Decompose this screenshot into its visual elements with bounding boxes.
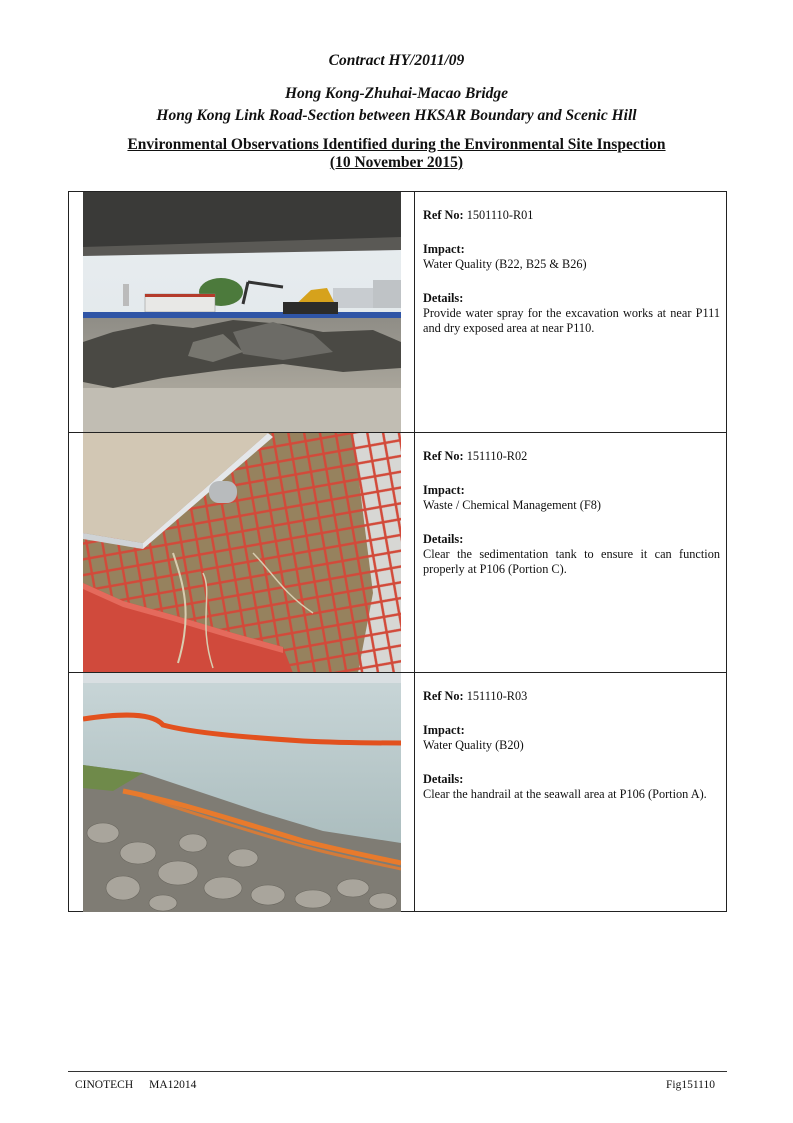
ref-label: Ref No: bbox=[423, 689, 464, 703]
footer-company: CINOTECH bbox=[75, 1079, 134, 1091]
impact-label: Impact: bbox=[423, 483, 465, 497]
impact-label: Impact: bbox=[423, 723, 465, 737]
sedimentation-tank-photo bbox=[83, 433, 401, 673]
details-label: Details: bbox=[423, 291, 464, 305]
footer-figure-number: Fig151110 bbox=[666, 1079, 715, 1091]
details-label: Details: bbox=[423, 532, 464, 546]
ref-number: 1501110-R01 bbox=[466, 208, 534, 222]
project-title-line1: Hong Kong-Zhuhai-Macao Bridge bbox=[284, 85, 509, 102]
impact-text: Waste / Chemical Management (F8) bbox=[423, 498, 601, 512]
footer-doc-code: MA12014 bbox=[149, 1079, 197, 1091]
observation-info bbox=[423, 449, 720, 577]
details-text: Clear the sedimentation tank to ensure it can function properly at P106 (Portion C). bbox=[423, 547, 720, 576]
impact-text: Water Quality (B20) bbox=[423, 738, 524, 752]
observation-info bbox=[423, 689, 720, 802]
ref-label: Ref No: bbox=[423, 449, 464, 463]
project-title-line2: Hong Kong Link Road-Section between HKSAR Boundary and Scenic Hill bbox=[156, 107, 637, 124]
details-text: Provide water spray for the excavation works at near P111 and dry exposed area at near P110. bbox=[423, 306, 720, 335]
observation-row bbox=[69, 192, 726, 432]
observation-info bbox=[423, 208, 720, 336]
footer-left bbox=[75, 1079, 196, 1091]
impact-text: Water Quality (B22, B25 & B26) bbox=[423, 257, 587, 271]
seawall-photo bbox=[83, 673, 401, 912]
page-heading-line1: Environmental Observations Identified during the Environmental Site Inspection bbox=[127, 136, 666, 153]
page-heading-date: (10 November 2015) bbox=[329, 154, 464, 171]
ref-label: Ref No: bbox=[423, 208, 464, 222]
footer-rule bbox=[68, 1071, 727, 1072]
excavation-site-photo bbox=[83, 192, 401, 432]
photo-cell bbox=[69, 433, 415, 673]
photo-cell bbox=[69, 192, 415, 432]
details-text: Clear the handrail at the seawall area at P106 (Portion A). bbox=[423, 787, 707, 801]
impact-label: Impact: bbox=[423, 242, 465, 256]
observation-table bbox=[68, 191, 727, 912]
ref-number: 151110-R03 bbox=[466, 689, 528, 703]
observation-row bbox=[69, 432, 726, 673]
photo-cell bbox=[69, 673, 415, 912]
ref-number: 151110-R02 bbox=[466, 449, 528, 463]
contract-number: Contract HY/2011/09 bbox=[328, 52, 465, 69]
observation-row bbox=[69, 672, 726, 912]
details-label: Details: bbox=[423, 772, 464, 786]
